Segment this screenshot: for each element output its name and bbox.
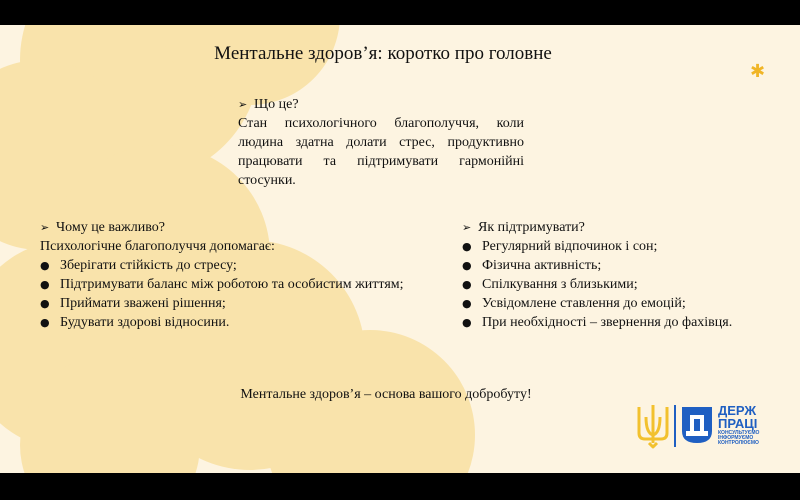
bullet-icon: ● <box>462 278 472 291</box>
d-shield-icon <box>680 405 714 445</box>
trident-icon <box>636 403 670 449</box>
sparkle-icon: ✱ <box>750 61 766 82</box>
what-heading-row <box>238 95 524 114</box>
logo-tagline-2: ІНФОРМУЄМО <box>718 435 754 441</box>
arrow-bullet-icon: ➢ <box>238 98 248 111</box>
what-body: Стан психологічного благополуччя, коли людина здатна долати стрес, продуктивно працювати та підтримувати гармонійні стосунки. <box>238 116 524 188</box>
list-item: ● Зберігати стійкість до стресу; <box>40 258 237 273</box>
list-item: ● При необхідності – звернення до фахівця. <box>462 315 733 330</box>
bullet-icon: ● <box>40 278 50 291</box>
bullet-icon: ● <box>462 297 472 310</box>
slide <box>0 25 800 473</box>
why-intro: Психологічне благополуччя допомагає: <box>40 239 275 254</box>
why-heading-row <box>40 218 450 237</box>
logo-name-line1: ДЕРЖ <box>718 403 757 418</box>
why-heading: Чому це важливо? <box>56 220 165 235</box>
list-item: ● Підтримувати баланс між роботою та особистим життям; <box>40 277 404 292</box>
list-item: ● Спілкування з близькими; <box>462 277 638 292</box>
bullet-icon: ● <box>462 316 472 329</box>
logo-tagline-3: КОНТРОЛЮЄМО <box>718 440 759 446</box>
footer-tagline: Ментальне здоров’я – основа вашого добробуту! <box>240 387 532 402</box>
logo-divider <box>674 405 676 447</box>
bullet-icon: ● <box>40 316 50 329</box>
list-item: ● Регулярний відпочинок і сон; <box>462 239 658 254</box>
what-heading: Що це? <box>254 97 299 112</box>
how-list <box>462 237 772 332</box>
arrow-bullet-icon: ➢ <box>462 221 472 234</box>
bullet-icon: ● <box>40 297 50 310</box>
how-heading: Як підтримувати? <box>478 220 585 235</box>
how-heading-row <box>462 218 772 237</box>
slide-title: Ментальне здоров’я: коротко про головне <box>214 43 552 64</box>
bullet-icon: ● <box>462 259 472 272</box>
why-section <box>40 218 450 332</box>
logo-tagline-1: КОНСУЛЬТУЄМО <box>718 430 760 436</box>
arrow-bullet-icon: ➢ <box>40 221 50 234</box>
why-list <box>40 256 450 332</box>
derzhpratsi-logo <box>636 401 766 449</box>
what-section <box>238 95 524 190</box>
list-item: ● Усвідомлене ставлення до емоцій; <box>462 296 686 311</box>
bullet-icon: ● <box>40 259 50 272</box>
how-section <box>462 218 772 332</box>
list-item: ● Фізична активність; <box>462 258 602 273</box>
list-item: ● Приймати зважені рішення; <box>40 296 226 311</box>
list-item: ● Будувати здорові відносини. <box>40 315 230 330</box>
logo-name-line2: ПРАЦІ <box>718 416 758 431</box>
bullet-icon: ● <box>462 240 472 253</box>
